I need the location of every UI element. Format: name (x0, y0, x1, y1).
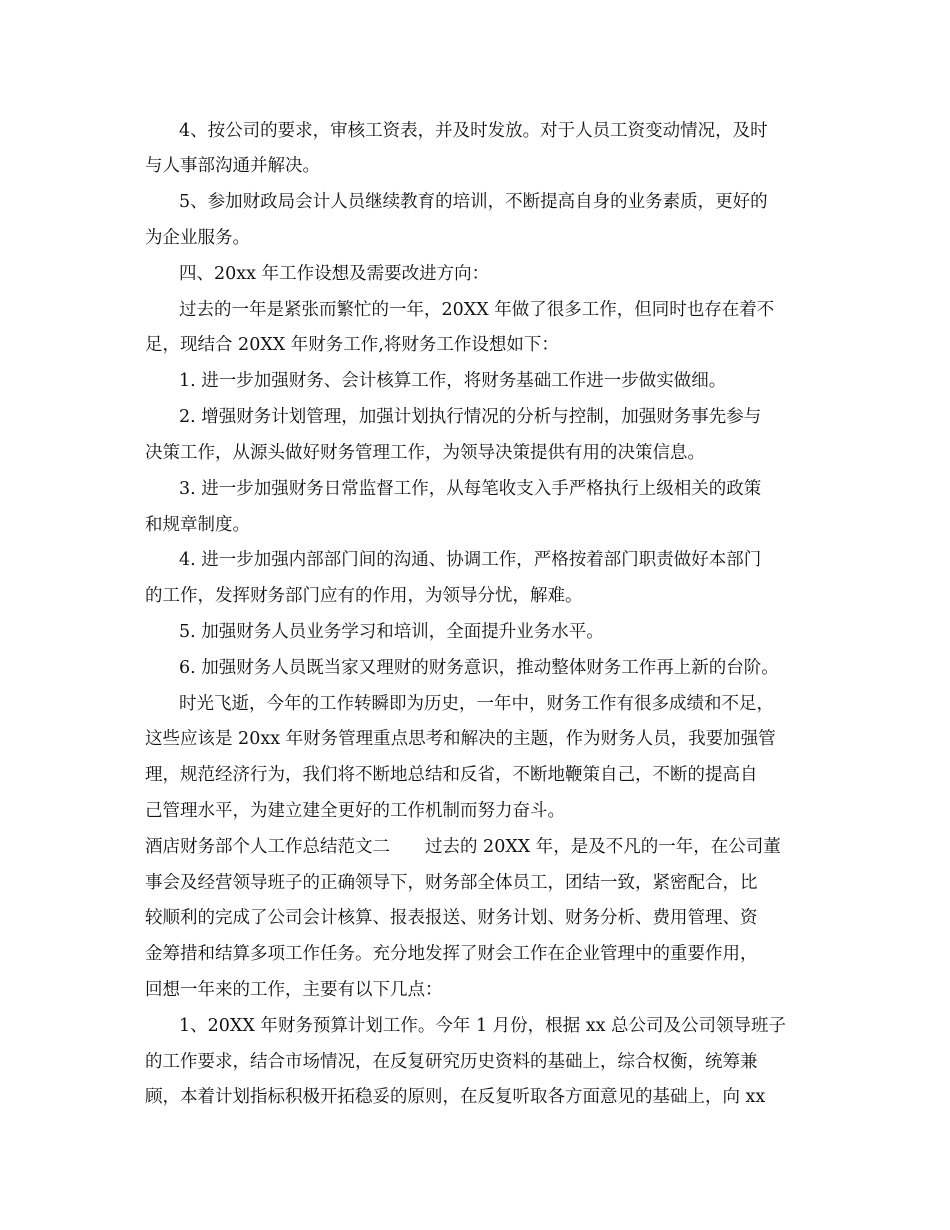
paragraph-line: 与人事部沟通并解决。 (145, 156, 320, 176)
list-item: 1. 进一步加强财务、会计核算工作，将财务基础工作进一步做实做细。 (179, 371, 727, 391)
paragraph-line: 决策工作，从源头做好财务管理工作，为领导决策提供有用的决策信息。 (145, 443, 705, 463)
list-item: 6. 加强财务人员既当家又理财的财务意识，推动整体财务工作再上新的台阶。 (179, 658, 779, 678)
paragraph-line: 为企业服务。 (145, 228, 250, 248)
section-heading: 四、20xx 年工作设想及需要改进方向： (179, 264, 490, 284)
paragraph-line: 顾，本着计划指标积极开拓稳妥的原则，在反复听取各方面意见的基础上，向 xx (145, 1087, 766, 1107)
paragraph-line: 金筹措和结算多项工作任务。充分地发挥了财会工作在企业管理中的重要作用， (145, 944, 758, 964)
paragraph-line: 时光飞逝，今年的工作转瞬即为历史，一年中，财务工作有很多成绩和不足， (179, 694, 774, 714)
paragraph-line: 的工作要求，结合市场情况，在反复研究历史资料的基础上，综合权衡，统筹兼 (145, 1052, 758, 1072)
article-title-line: 酒店财务部个人工作总结范文二 过去的 20XX 年，是及不凡的一年，在公司董 (145, 837, 781, 857)
paragraph-line: 理，规范经济行为，我们将不断地总结和反省，不断地鞭策自己，不断的提高自 (145, 765, 758, 785)
paragraph-line: 较顺利的完成了公司会计核算、报表报送、财务计划、财务分析、费用管理、资 (145, 908, 758, 928)
list-item: 1、20XX 年财务预算计划工作。今年 1 月份，根据 xx 总公司及公司领导班子 (179, 1016, 787, 1036)
list-item: 3. 进一步加强财务日常监督工作，从每笔收支入手严格执行上级相关的政策 (179, 479, 762, 499)
list-item: 4. 进一步加强内部部门间的沟通、协调工作，严格按着部门职责做好本部门 (179, 550, 762, 570)
paragraph-line: 足，现结合 20XX 年财务工作,将财务工作设想如下： (145, 335, 559, 355)
paragraph-line: 4、按公司的要求，审核工资表，并及时发放。对于人员工资变动情况，及时 (179, 121, 768, 141)
list-item: 2. 增强财务计划管理，加强计划执行情况的分析与控制，加强财务事先参与 (179, 407, 762, 427)
paragraph-line: 5、参加财政局会计人员继续教育的培训，不断提高自身的业务素质，更好的 (179, 192, 768, 212)
paragraph-line: 事会及经营领导班子的正确领导下，财务部全体员工，团结一致，紧密配合，比 (145, 873, 758, 893)
paragraph-line: 过去的一年是紧张而繁忙的一年，20XX 年做了很多工作，但同时也存在着不 (179, 300, 775, 320)
paragraph-line: 这些应该是 20xx 年财务管理重点思考和解决的主题，作为财务人员，我要加强管 (145, 729, 776, 749)
paragraph-line: 回想一年来的工作，主要有以下几点： (145, 980, 443, 1000)
list-item: 5. 加强财务人员业务学习和培训，全面提升业务水平。 (179, 622, 604, 642)
paragraph-line: 的工作，发挥财务部门应有的作用，为领导分忧，解难。 (145, 586, 583, 606)
paragraph-line: 和规章制度。 (145, 515, 250, 535)
paragraph-line: 己管理水平，为建立建全更好的工作机制而努力奋斗。 (145, 801, 565, 821)
